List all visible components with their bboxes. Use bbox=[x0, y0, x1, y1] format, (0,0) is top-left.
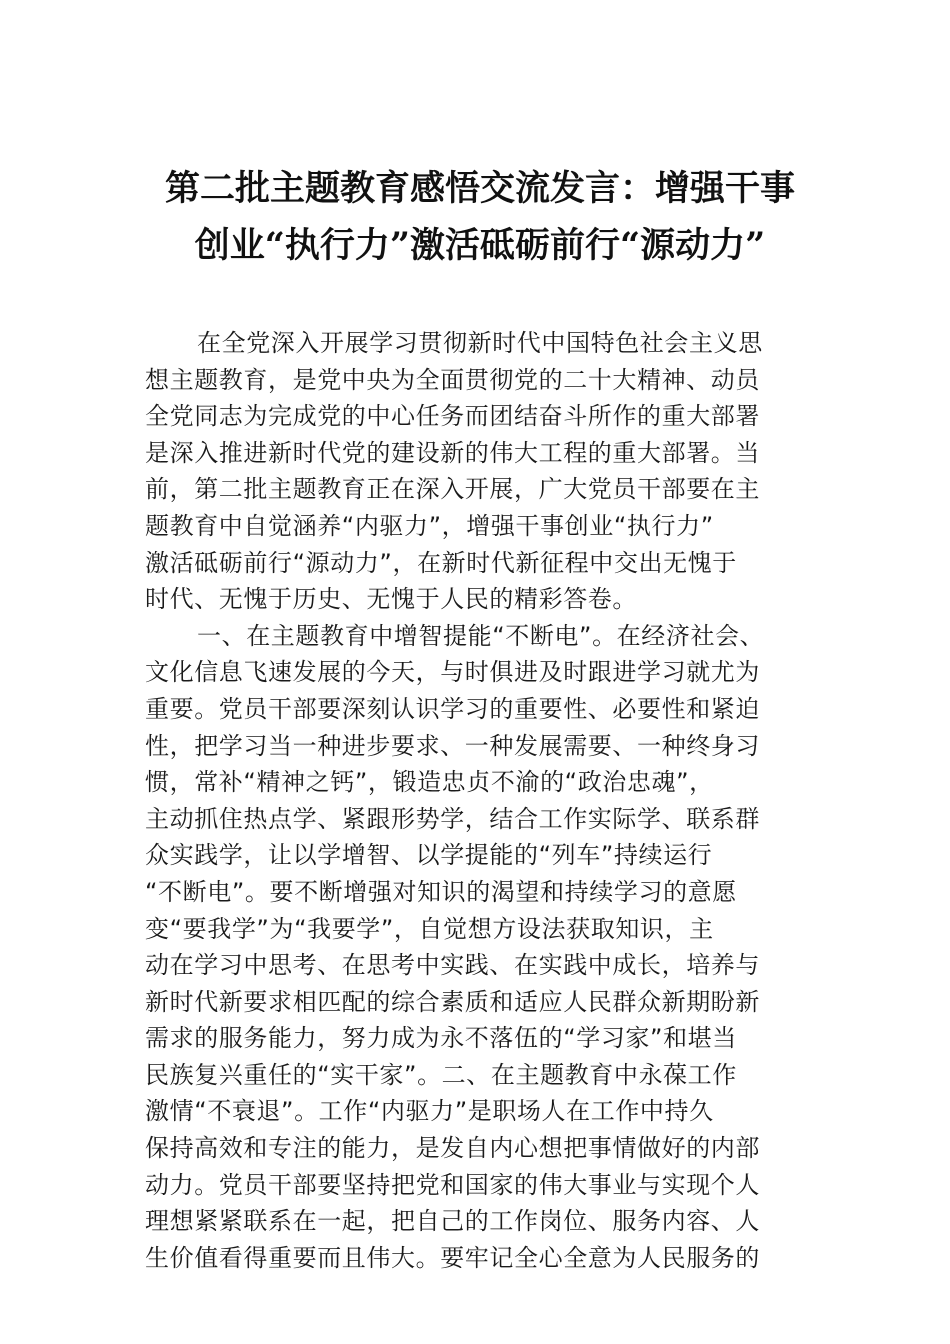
body-line: 时代、无愧于历史、无愧于人民的精彩答卷。 bbox=[145, 585, 637, 614]
body-line: “不断电”。要不断增强对知识的渴望和持续学习的意愿 bbox=[145, 877, 737, 906]
body-line: 激情“不衰退”。工作“内驱力”是职场人在工作中持久 bbox=[145, 1097, 714, 1126]
body-line: 需求的服务能力，努力成为永不落伍的“学习家”和堪当 bbox=[145, 1024, 737, 1053]
body-line: 全党同志为完成党的中心任务而团结奋斗所作的重大部署 bbox=[145, 402, 760, 431]
body-line: 激活砥砺前行“源动力”，在新时代新征程中交出无愧于 bbox=[145, 548, 737, 577]
body-line: 众实践学，让以学增智、以学提能的“列车”持续运行 bbox=[145, 841, 713, 870]
body-line: 生价值看得重要而且伟大。要牢记全心全意为人民服务的 bbox=[145, 1243, 760, 1272]
body-line: 在全党深入开展学习贯彻新时代中国特色社会主义思 bbox=[197, 329, 763, 357]
title-line: 第二批主题教育感悟交流发言：增强干事 bbox=[164, 168, 795, 209]
body-line: 理想紧紧联系在一起，把自己的工作岗位、服务内容、人 bbox=[145, 1207, 760, 1236]
title-line: 创业“执行力”激活砥砺前行“源动力” bbox=[194, 225, 766, 266]
document-title bbox=[150, 160, 810, 274]
body-line: 重要。党员干部要深刻认识学习的重要性、必要性和紧迫 bbox=[145, 694, 760, 723]
body-line: 主动抓住热点学、紧跟形势学，结合工作实际学、联系群 bbox=[145, 804, 760, 833]
document-body bbox=[145, 325, 805, 1276]
body-line: 动在学习中思考、在思考中实践、在实践中成长，培养与 bbox=[145, 951, 760, 980]
body-line: 惯，常补“精神之钙”，锻造忠贞不渝的“政治忠魂”， bbox=[145, 768, 714, 797]
body-line: 前，第二批主题教育正在深入开展，广大党员干部要在主 bbox=[145, 475, 760, 504]
body-line: 题教育中自觉涵养“内驱力”，增强干事创业“执行力” bbox=[145, 511, 714, 540]
body-line: 民族复兴重任的“实干家”。二、在主题教育中永葆工作 bbox=[145, 1060, 737, 1089]
body-line: 是深入推进新时代党的建设新的伟大工程的重大部署。当 bbox=[145, 438, 760, 467]
body-line: 想主题教育，是党中央为全面贯彻党的二十大精神、动员 bbox=[145, 365, 760, 394]
body-line: 动力。党员干部要坚持把党和国家的伟大事业与实现个人 bbox=[145, 1170, 760, 1199]
body-line: 一、在主题教育中增智提能“不断电”。在经济社会、 bbox=[197, 621, 765, 650]
body-line: 文化信息飞速发展的今天，与时俱进及时跟进学习就尤为 bbox=[145, 658, 760, 687]
body-line: 变“要我学”为“我要学”，自觉想方设法获取知识，主 bbox=[145, 914, 714, 943]
body-line: 新时代新要求相匹配的综合素质和适应人民群众新期盼新 bbox=[145, 987, 760, 1016]
body-line: 保持高效和专注的能力，是发自内心想把事情做好的内部 bbox=[145, 1134, 760, 1163]
body-line: 性，把学习当一种进步要求、一种发展需要、一种终身习 bbox=[145, 731, 760, 760]
